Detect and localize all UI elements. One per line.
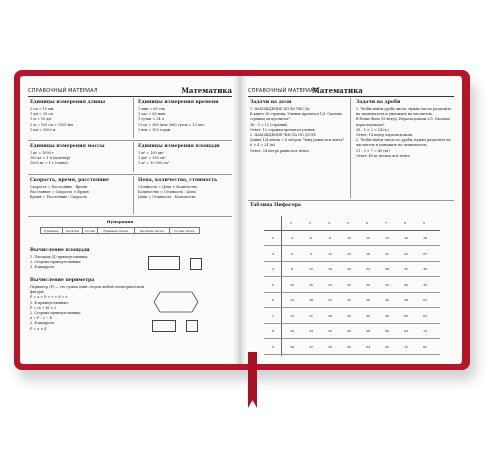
area-line: 1 м² = 10 000 см² (138, 161, 170, 166)
table-cell: 30 (347, 298, 351, 302)
numbering-table (40, 227, 200, 234)
table-cell: 20 (328, 282, 332, 287)
table-cell: 3 (272, 251, 274, 256)
numbering-cell: Десятки тысяч (134, 228, 169, 234)
plane-area-title: Вычисление площади (30, 248, 90, 253)
table-row (264, 231, 440, 246)
table-cell: 9 (272, 344, 274, 349)
speed-formula: Скорость = Расстояние : Время (30, 185, 88, 189)
numbering-title: Нумерация (106, 219, 134, 224)
table-cell: 28 (385, 267, 389, 271)
table-cell: 35 (385, 282, 389, 287)
task-line: 2. НАХОЖДЕНИЕ ЧИСЛА ПО ДОЛЕ (250, 133, 316, 138)
task-line: 2. Чтобы найти число по дроби, нужно разделить на числитель и умножить на знаменатель. (356, 138, 451, 148)
table-cell: 12 (290, 298, 294, 302)
table-cell: 21 (385, 251, 389, 256)
share-tasks-title: Задачи на доли (250, 100, 292, 105)
price-title: Цена, количество, стоимость (138, 178, 218, 183)
table-cell: 42 (366, 313, 370, 318)
time-title: Единицы измерения времени (138, 100, 219, 105)
table-cell: 18 (423, 236, 427, 240)
task-line: В книге 36 страниц. Ученик прочитал 1/3. Сколько страниц он прочитал? (250, 112, 343, 122)
table-cell: 24 (404, 251, 408, 256)
price-formula: Цена = Стоимость : Количество (138, 195, 196, 200)
table-cell: 81 (423, 344, 427, 349)
table-cell: 28 (328, 313, 332, 318)
numbering-cell: Единицы тысяч (98, 228, 135, 234)
area-units-title: Единицы измерения площади (138, 144, 220, 149)
table-cell: 5 (347, 221, 349, 225)
table-cell: 36 (328, 344, 332, 349)
polygon-figure (152, 290, 200, 314)
divider (133, 176, 134, 214)
table-cell: 5 (272, 282, 274, 287)
task-line: Ответ: 24 метра равна вся лента. (250, 148, 310, 153)
perimeter-line: 1. В прямоугольнике: (30, 300, 69, 305)
left-page (20, 76, 240, 364)
perimeter-line: a = P : 2 − b (30, 316, 52, 321)
table-cell: 15 (309, 282, 313, 287)
table-cell: 56 (404, 313, 408, 318)
fraction-tasks-section (356, 100, 454, 159)
table-row (264, 309, 440, 324)
divider (248, 200, 454, 201)
table-cell: 2 (290, 221, 292, 225)
price-formula: Стоимость = Цена × Количество (138, 185, 198, 189)
perimeter-title: Вычисление периметра (30, 278, 95, 283)
perimeter-line: Периметр (P) — это сумма длин сторон любой геометрической фигуры. (30, 285, 144, 295)
header-label: СПРАВОЧНЫЙ МАТЕРИАЛ (248, 88, 318, 94)
task-line: Ответ: 14 ведер израсходовали. (356, 133, 414, 138)
time-line: 1 век = 100 годам (138, 127, 171, 132)
table-cell: 12 (309, 267, 313, 271)
mass-title: Единицы измерения массы (30, 144, 105, 149)
task-line: 6 × 4 = 24 (м) (250, 143, 275, 148)
table-cell: 64 (404, 329, 408, 333)
table-cell: 8 (272, 329, 274, 333)
perimeter-line: P = a × 4 (30, 326, 47, 331)
table-cell: 20 (347, 267, 351, 271)
table-row (264, 340, 440, 355)
square-figure (190, 258, 202, 270)
divider (28, 216, 232, 217)
table-cell: 54 (366, 344, 370, 349)
table-cell: 6 (366, 221, 368, 225)
left-page-header (28, 84, 232, 97)
table-row (264, 278, 440, 293)
right-page-header (248, 84, 454, 97)
square-figure-2 (186, 320, 198, 332)
table-row (264, 324, 440, 339)
mass-line: 1 кг = 1000 г (30, 151, 54, 155)
table-cell: 63 (423, 313, 427, 318)
task-line: 1. Чтобы найти дробь числа, нужно число разделить на знаменатель и умножить на числитель. (356, 107, 452, 117)
table-cell: 18 (309, 298, 313, 302)
table-cell: 48 (404, 298, 408, 302)
length-line: 1 дм = 10 см (30, 112, 53, 117)
table-cell: 7 (272, 313, 274, 318)
header-title: Математика (181, 86, 232, 95)
speed-formula: Время = Расстояние : Скорость (30, 195, 88, 200)
table-cell: 16 (328, 267, 332, 271)
table-cell: 72 (404, 344, 408, 349)
table-cell: 35 (347, 313, 351, 318)
speed-title: Скорость, время, расстояние (30, 178, 109, 183)
divider (133, 142, 134, 172)
table-row (264, 262, 440, 277)
table-cell: 18 (290, 344, 294, 349)
table-cell: 40 (404, 282, 408, 287)
table-cell: 49 (385, 313, 389, 318)
pythagoras-title: Таблица Пифагора (250, 203, 302, 208)
numbering-cell: Единицы (41, 228, 63, 234)
divider (350, 98, 351, 198)
time-section (138, 100, 234, 133)
mass-line: 100 кг = 1 ц (центнер) (30, 156, 71, 161)
table-cell: 24 (366, 267, 370, 271)
perimeter-line: P = (a + b) × 2 (30, 305, 57, 310)
rectangle-figure-2 (152, 320, 176, 332)
table-cell: 10 (347, 236, 351, 240)
fraction-tasks-title: Задачи на дроби (356, 100, 401, 105)
table-cell: 2 (272, 236, 274, 240)
numbering-cell: Сотни тысяч (169, 228, 199, 234)
table-cell: 45 (423, 282, 427, 287)
table-cell: 12 (328, 251, 332, 256)
table-cell: 4 (272, 267, 274, 271)
speed-formula: Расстояние = Скорость × Время (30, 190, 89, 195)
task-line: 35 : 5 × 2 = 14 (в.) (356, 127, 389, 132)
share-tasks-section (250, 100, 346, 154)
table-cell: 6 (272, 298, 274, 302)
header-label: СПРАВОЧНЫЙ МАТЕРИАЛ (28, 88, 98, 94)
time-line: 1 мин = 60 сек (138, 107, 165, 111)
table-cell: 32 (404, 267, 408, 271)
table-cell: 21 (309, 313, 313, 318)
length-line: 1 км = 1000 м (30, 127, 56, 132)
area-line: 1 дм² = 100 см² (138, 156, 166, 161)
table-cell: 18 (366, 251, 370, 256)
table-cell: 14 (290, 313, 294, 318)
area-units-section (138, 144, 234, 167)
task-line: Ответ: 12 страниц прочитал ученик. (250, 127, 316, 132)
table-cell: 24 (328, 298, 332, 302)
table-cell: 12 (366, 236, 370, 240)
mass-section (30, 144, 130, 167)
numbering-cell: Сотни (82, 228, 97, 234)
table-cell: 27 (309, 344, 313, 349)
divider (133, 98, 134, 138)
table-cell: 8 (329, 236, 331, 240)
plane-area-line: 2. Сторона прямоугольника: (30, 260, 82, 265)
table-cell: 14 (385, 236, 389, 240)
table-cell: 32 (328, 329, 332, 333)
speed-section (30, 178, 130, 201)
table-cell: 24 (309, 329, 313, 333)
time-line: 1 час = 60 мин (138, 112, 165, 117)
table-cell: 6 (291, 251, 293, 256)
area-line: 1 м² = 100 дм² (138, 151, 164, 155)
table-cell: 36 (423, 267, 427, 271)
divider (28, 174, 232, 175)
table-cell: 54 (423, 298, 427, 302)
length-line: 1 м = 100 см = 1000 мм (30, 122, 73, 127)
pythagoras-title-wrap (250, 203, 301, 210)
table-cell: 48 (366, 329, 370, 333)
task-line: 1. НАХОЖДЕНИЕ ДОЛИ ЧИСЛА (250, 107, 310, 111)
length-line: 1 м = 10 дм (30, 117, 51, 122)
table-cell: 8 (291, 267, 293, 271)
table-header-row (264, 216, 440, 230)
length-section (30, 100, 130, 133)
right-page (240, 76, 462, 364)
time-line: 1 сутки = 24 ч (138, 117, 165, 122)
task-line: Ответ: 49 кг весила вся лента. (356, 153, 411, 158)
table-cell: 10 (290, 282, 294, 287)
length-line: 1 см = 10 мм (30, 107, 54, 111)
table-cell: 16 (290, 329, 294, 333)
table-cell: 42 (385, 298, 389, 302)
numbering-cell: Десятки (62, 228, 82, 234)
table-row (264, 247, 440, 262)
bookmark-ribbon (248, 352, 257, 408)
perimeter-line: 3. В квадрате: (30, 321, 56, 326)
time-line: 1 год = 365 (или 366) суток = 12 мес (138, 122, 205, 127)
plane-area-line: 3. В квадрате: (30, 265, 56, 270)
task-line: 21 : 3 × 7 = 49 (кг) (356, 148, 390, 153)
table-cell: 9 (310, 251, 312, 256)
table-cell: 6 (310, 236, 312, 240)
task-line: В бочке было 35 ведер. Израсходовали 2/5. Сколько израсходовали? (356, 117, 450, 127)
price-section (138, 178, 234, 201)
length-title: Единицы измерения длины (30, 100, 106, 105)
header-title: Математика (312, 86, 363, 95)
task-line: 36 : 3 = 12 (страниц) (250, 122, 288, 127)
table-cell: 4 (291, 236, 293, 240)
divider (28, 140, 232, 141)
table-cell: 72 (423, 329, 427, 333)
table-cell: 16 (404, 236, 408, 240)
price-formula: Количество = Стоимость : Цена (138, 190, 196, 195)
table-cell: 8 (404, 221, 406, 225)
plane-area-line: 1. Площадь (S) прямоугольника: (30, 255, 89, 259)
rectangle-figure (148, 256, 180, 270)
pythagoras-table (264, 216, 440, 366)
plane-area-section (30, 248, 140, 271)
table-cell: 27 (423, 251, 427, 256)
perimeter-line: P = a + b + c + d + e (30, 295, 68, 300)
table-cell: 3 (309, 221, 311, 225)
table-cell: 15 (347, 251, 351, 256)
table-cell: 45 (347, 344, 351, 349)
perimeter-section (30, 278, 148, 332)
table-cell: 7 (385, 221, 387, 225)
perimeter-line: 2. Сторона прямоугольника: (30, 311, 82, 316)
task-line: Длина 1/4 ленты = 6 метров. Чему равна вся лента? (250, 138, 345, 143)
table-cell: 63 (385, 344, 389, 349)
table-cell: 25 (347, 282, 351, 287)
mass-line: 1000 кг = 1 т (тонна) (30, 161, 68, 166)
table-cell: 9 (423, 221, 425, 225)
table-row (264, 293, 440, 308)
table-cell: 56 (385, 329, 389, 333)
table-cell: 30 (366, 282, 370, 287)
table-cell: 36 (366, 298, 370, 302)
table-cell: 4 (328, 221, 330, 225)
table-cell: 40 (347, 329, 351, 333)
